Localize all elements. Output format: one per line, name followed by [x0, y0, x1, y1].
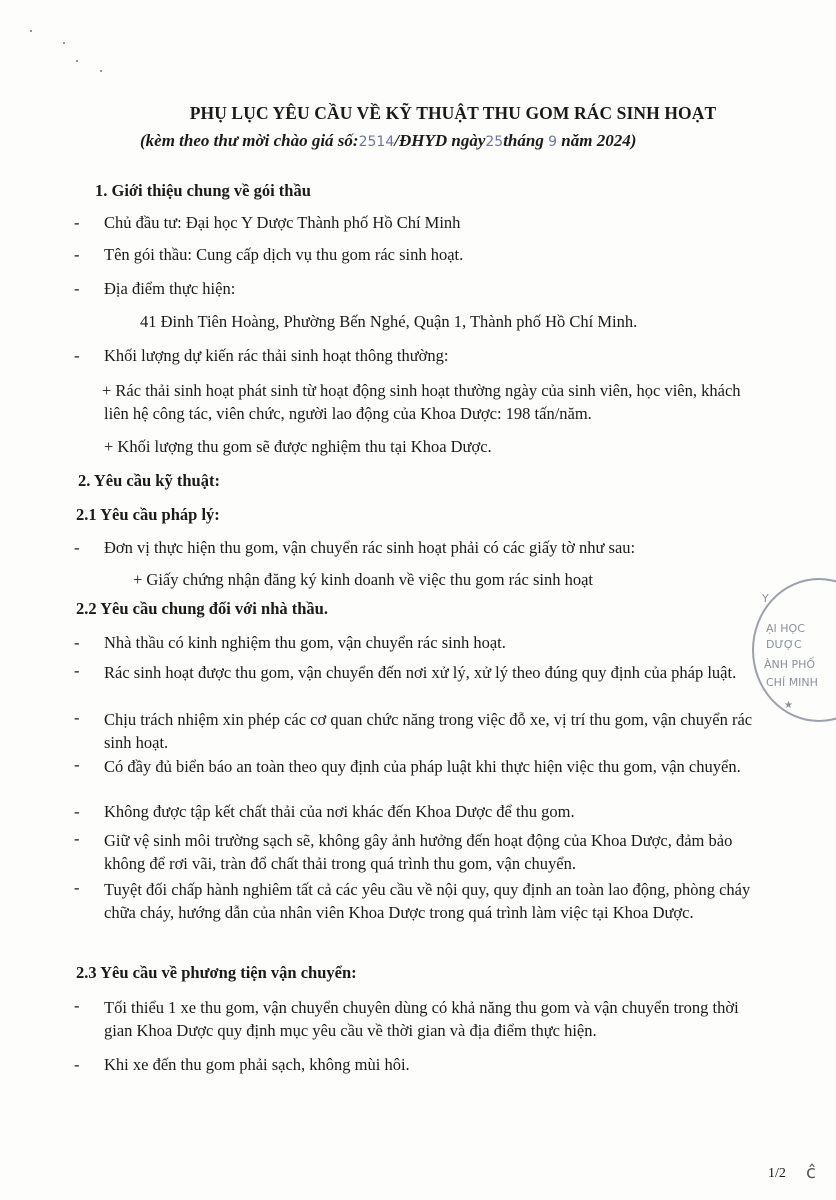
section23-heading: 2.3 Yêu cầu về phương tiện vận chuyển: [76, 963, 357, 982]
stamp-text-2: ẠI HỌC [766, 622, 805, 635]
scan-speck [63, 42, 65, 44]
handwritten-month: 9 [548, 134, 558, 150]
bullet-dash: - [74, 538, 80, 557]
bullet-dash: - [74, 279, 80, 298]
subtitle-mid1: /ĐHYD ngày [394, 131, 486, 150]
bullet-dash: - [74, 633, 80, 652]
document-subtitle [140, 131, 636, 151]
legal-requirement-text: Đơn vị thực hiện thu gom, vận chuyển rác sinh hoạt phải có các giấy tờ như sau: [104, 538, 636, 557]
page-number: 1/2 [768, 1166, 786, 1181]
official-stamp [752, 578, 836, 722]
bullet-dash: - [74, 661, 80, 680]
contractor-req-5: Không được tập kết chất thải của nơi khác đến Khoa Dược để thu gom. [104, 802, 575, 821]
section1-heading: 1. Giới thiệu chung về gói thầu [95, 181, 311, 200]
scan-speck [76, 60, 78, 62]
contractor-req-4: Có đầy đủ biển báo an toàn theo quy định của pháp luật khi thực hiện việc thu gom, vận chuyển. [104, 757, 741, 776]
package-name-text: Tên gói thầu: Cung cấp dịch vụ thu gom rác sinh hoạt. [104, 245, 464, 264]
volume-item-1: + Rác thải sinh hoạt phát sinh từ hoạt động sinh hoạt thường ngày của sinh viên, học viên, khách liên hệ công tác, viên chức, người lao động của Khoa Dược: 198 tấn/năm. [102, 381, 741, 423]
initials-signature: ĉ [806, 1162, 816, 1183]
handwritten-day: 25 [485, 134, 504, 150]
contractor-req-7: Tuyệt đối chấp hành nghiêm tất cả các yêu cầu về nội quy, quy định an toàn lao động, phòng cháy chữa cháy, hướng dẫn của nhân viên Khoa Dược trong quá trình làm việc tại Khoa Dược. [104, 880, 751, 922]
stamp-star-icon: ★ [784, 700, 793, 711]
stamp-text-1: Y [762, 592, 769, 605]
stamp-text-4: ÀNH PHỐ [764, 658, 816, 671]
vehicle-req-1: Tối thiểu 1 xe thu gom, vận chuyển chuyên dùng có khả năng thu gom và vận chuyển trong thời gian Khoa Dược quy định mục yêu cầu về thời gian và địa điểm thực hiện. [104, 998, 739, 1040]
bullet-dash: - [74, 245, 80, 264]
subtitle-prefix: (kèm theo thư mời chào giá số: [140, 131, 359, 150]
section21-heading: 2.1 Yêu cầu pháp lý: [76, 505, 220, 524]
bullet-dash: - [74, 802, 80, 821]
location-text: 41 Đinh Tiên Hoàng, Phường Bến Nghé, Quận 1, Thành phố Hồ Chí Minh. [140, 312, 638, 331]
legal-requirement-sub: + Giấy chứng nhận đăng ký kinh doanh về việc thu gom rác sinh hoạt [133, 570, 593, 589]
document-title: PHỤ LỤC YÊU CẦU VỀ KỸ THUẬT THU GOM RÁC SINH HOẠT [189, 103, 717, 123]
stamp-text-5: CHÍ MINH [766, 676, 818, 689]
bullet-dash: - [74, 213, 80, 232]
volume-label: Khối lượng dự kiến rác thải sinh hoạt thông thường: [104, 346, 449, 365]
contractor-req-2: Rác sinh hoạt được thu gom, vận chuyển đến nơi xử lý, xử lý theo đúng quy định của pháp luật. [104, 663, 737, 682]
contractor-req-3: Chịu trách nhiệm xin phép các cơ quan chức năng trong việc đỗ xe, vị trí thu gom, vận chuyển rác sinh hoạt. [104, 710, 753, 752]
bullet-dash: - [74, 996, 80, 1015]
scan-speck [100, 70, 102, 72]
contractor-req-6: Giữ vệ sinh môi trường sạch sẽ, không gây ảnh hưởng đến hoạt động của Khoa Dược, đảm bảo không để rơi vãi, tràn đổ chất thải trong quá trình thu gom, vận chuyển. [104, 831, 733, 873]
section22-heading: 2.2 Yêu cầu chung đối với nhà thầu. [76, 599, 328, 618]
section2-heading: 2. Yêu cầu kỹ thuật: [78, 471, 220, 490]
bullet-dash: - [74, 878, 80, 897]
bullet-dash: - [74, 829, 80, 848]
subtitle-mid2: tháng [503, 131, 544, 150]
location-label: Địa điểm thực hiện: [104, 279, 236, 298]
bullet-dash: - [74, 755, 80, 774]
bullet-dash: - [74, 1055, 80, 1074]
bullet-dash: - [74, 708, 80, 727]
contractor-req-1: Nhà thầu có kinh nghiệm thu gom, vận chuyển rác sinh hoạt. [104, 633, 506, 652]
vehicle-req-2: Khi xe đến thu gom phải sạch, không mùi hôi. [104, 1055, 410, 1074]
handwritten-letter-number: 2514 [358, 134, 395, 150]
bullet-dash: - [74, 346, 80, 365]
subtitle-suffix: năm 2024) [561, 131, 637, 150]
stamp-text-3: DƯỢC [766, 638, 802, 651]
scan-speck [30, 30, 32, 32]
investor-text: Chủ đầu tư: Đại học Y Dược Thành phố Hồ Chí Minh [104, 213, 461, 232]
volume-item-2: + Khối lượng thu gom sẽ được nghiệm thu tại Khoa Dược. [104, 437, 492, 456]
